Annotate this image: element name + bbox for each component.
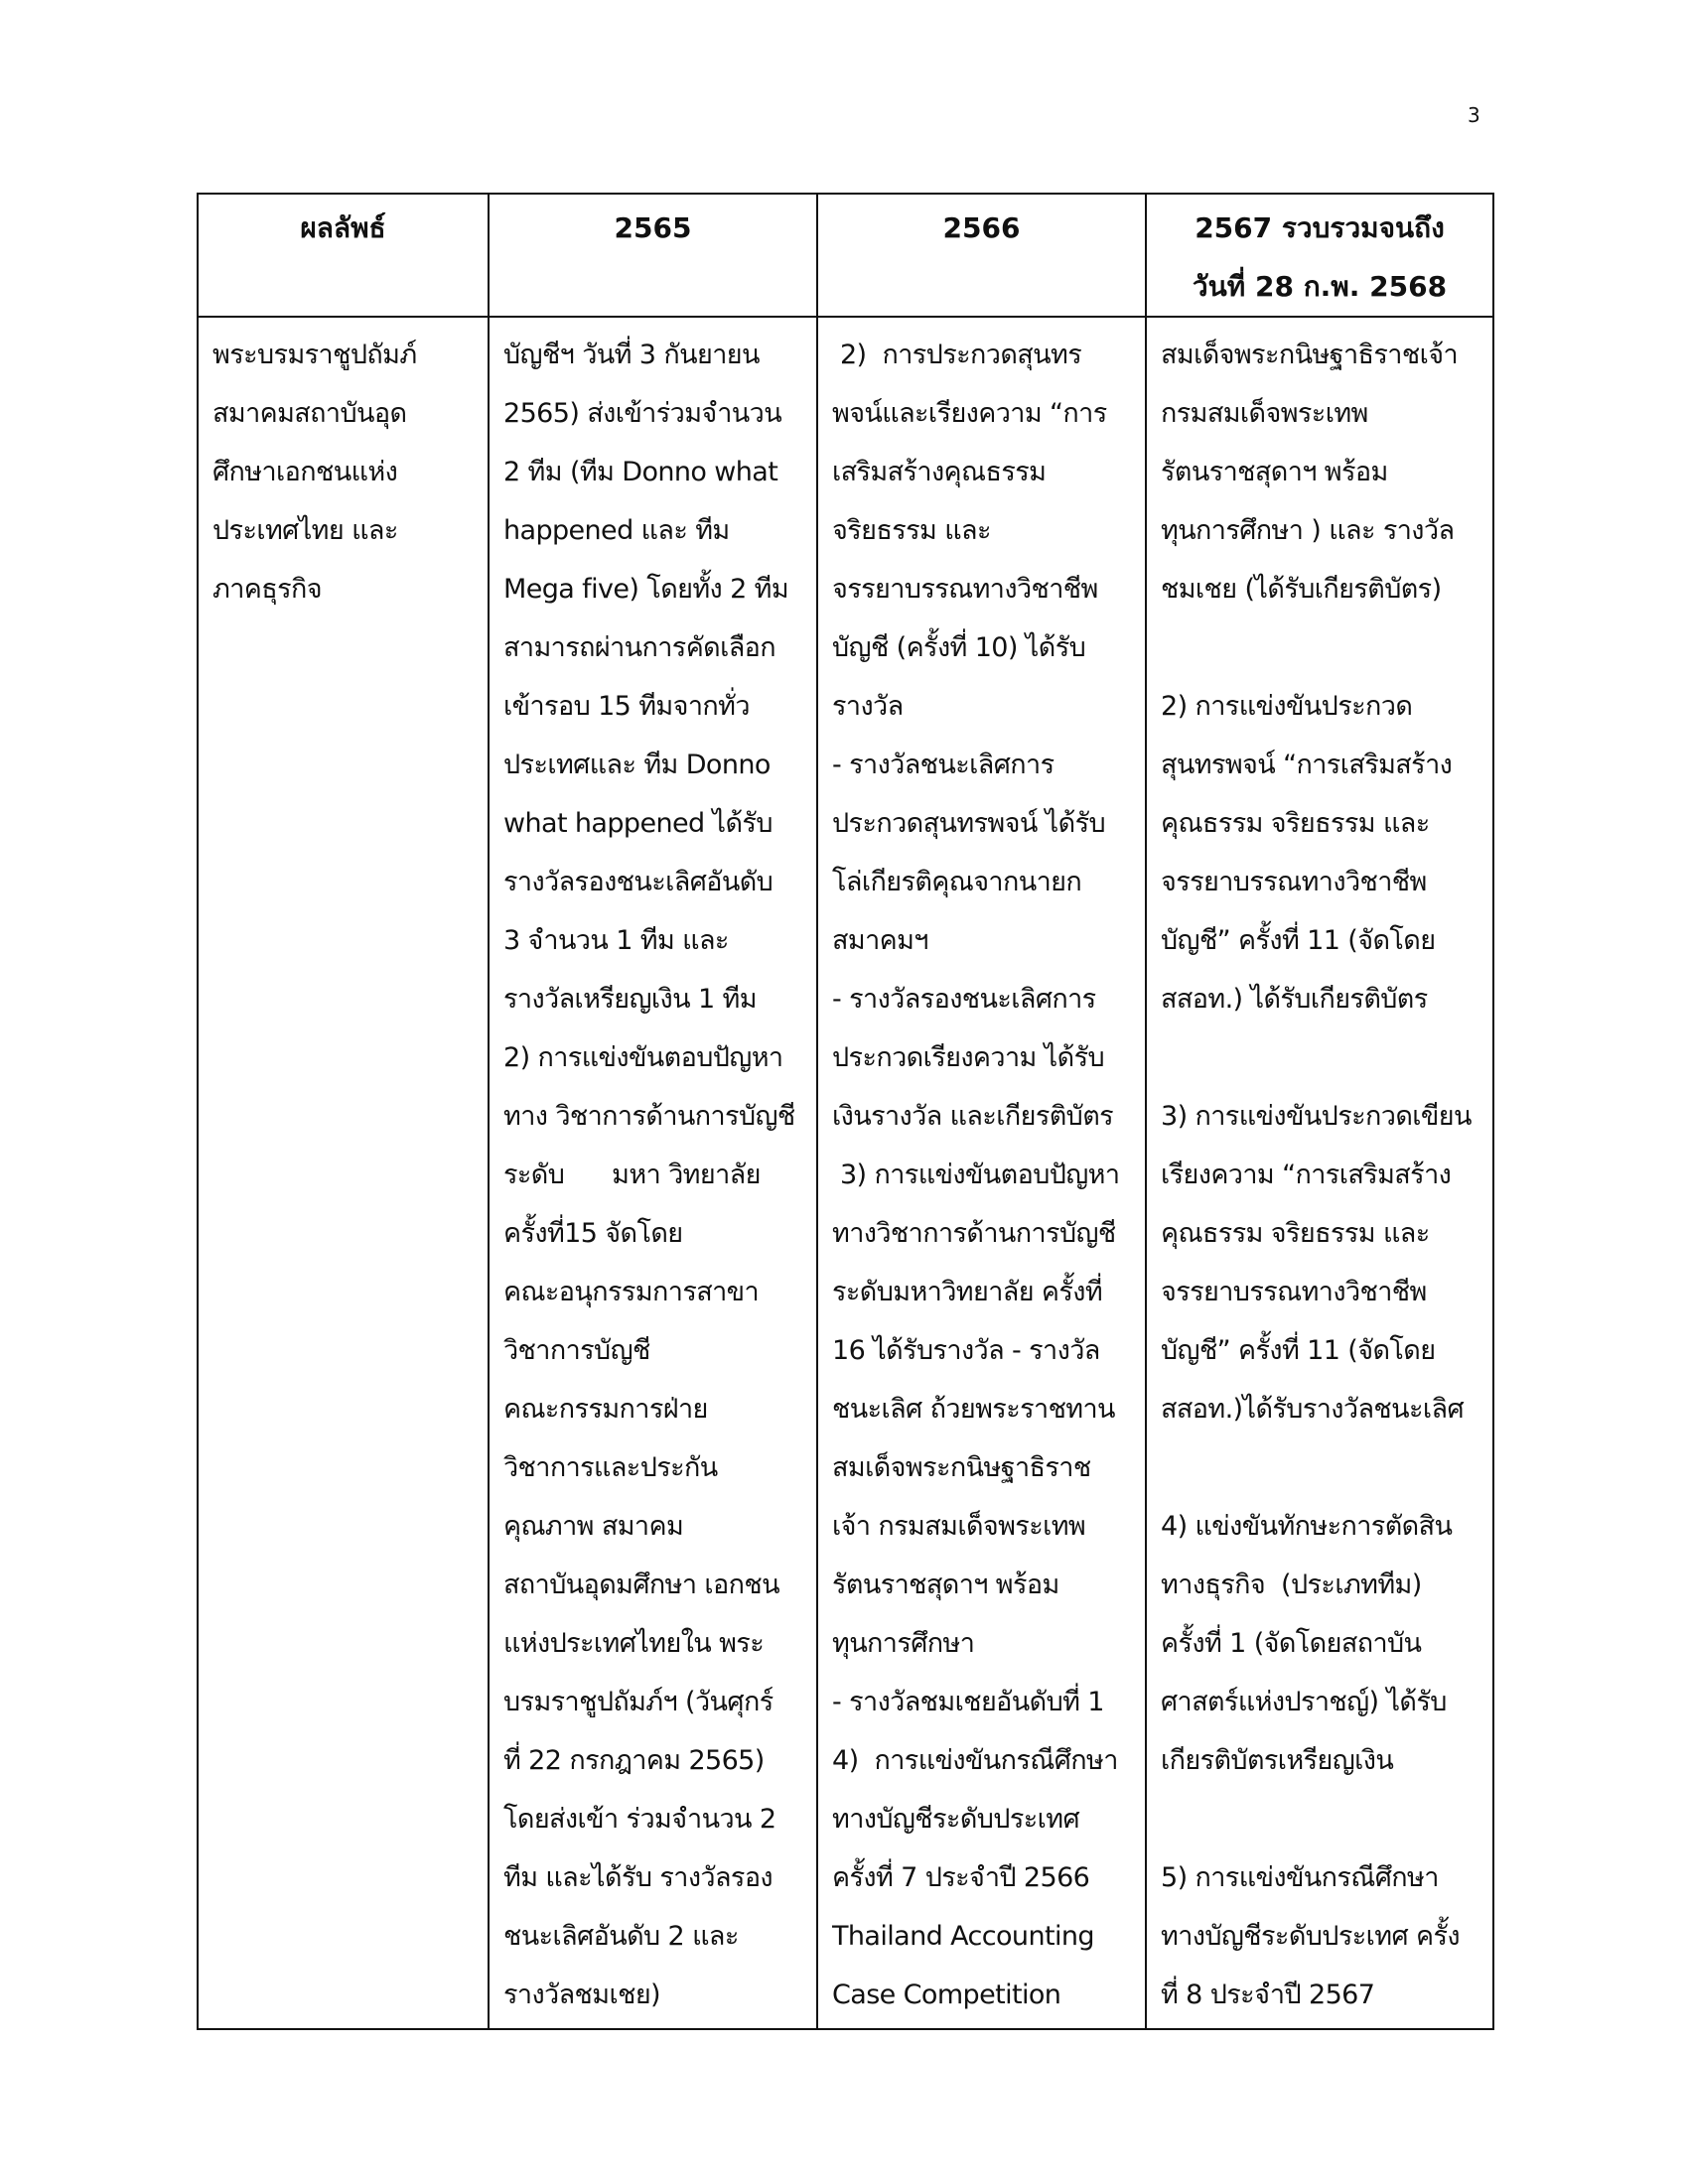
text-line: คณะกรรมการฝ่าย: [503, 1394, 708, 1425]
text-line: กรมสมเด็จพระเทพ: [1161, 398, 1368, 429]
text-line: รัตนราชสุดาฯ พร้อม: [1161, 457, 1388, 487]
text-line: ทุนการศึกษา ) และ รางวัล: [1161, 515, 1455, 546]
text-line: รางวัลรองชนะเลิศอันดับ: [503, 867, 774, 897]
text-line: ครั้งที่ 1 (จัดโดยสถาบัน: [1161, 1628, 1422, 1659]
text-line: [1161, 1790, 1484, 1848]
text-line: โล่เกียรติคุณจากนายก: [832, 867, 1082, 897]
text-line: คณะอนุกรรมการสาขา: [503, 1277, 760, 1307]
text-line: ทางบัญชีระดับประเทศ ครั้ง: [1161, 1921, 1460, 1952]
text-line: คุณภาพ สมาคม: [503, 1511, 684, 1542]
text-line: พจน์และเรียงความ “การ: [832, 398, 1107, 429]
text-line: รางวัลเหรียญเงิน 1 ทีม: [503, 984, 757, 1015]
text-line: สมาคมฯ: [832, 925, 928, 956]
text-line: [1161, 1438, 1484, 1497]
text-line: จรรยาบรรณทางวิชาชีพ: [1161, 867, 1427, 897]
text-line: ศึกษาเอกชนแห่ง: [212, 457, 398, 487]
text-line: - รางวัลชนะเลิศการ: [832, 750, 1055, 780]
text-line: เงินรางวัล และเกียรติบัตร: [832, 1101, 1114, 1132]
text-line: สามารถผ่านการคัดเลือก: [503, 632, 776, 663]
text-line: เจ้า กรมสมเด็จพระเทพ: [832, 1511, 1086, 1542]
text-line: ชนะเลิศ ถ้วยพระราชทาน: [832, 1394, 1115, 1425]
text-line: ทางวิชาการด้านการบัญชี: [832, 1218, 1116, 1249]
text-line: รัตนราชสุดาฯ พร้อม: [832, 1570, 1059, 1600]
text-line: 2565: [614, 211, 692, 244]
text-line: 4) การแข่งขันกรณีศึกษา: [832, 1745, 1118, 1776]
text-line: ผลลัพธ์: [300, 211, 386, 244]
text-line: แห่งประเทศไทยใน พระ: [503, 1628, 765, 1659]
text-line: ทางธุรกิจ (ประเภททีม): [1161, 1570, 1422, 1600]
text-line: 2566: [942, 211, 1021, 244]
text-line: ชมเชย (ได้รับเกียรติบัตร): [1161, 574, 1442, 605]
text-line: 2) การแข่งขันตอบปัญหา: [503, 1042, 783, 1073]
text-line: 3) การแข่งขันประกวดเขียน: [1161, 1101, 1472, 1132]
text-line: - รางวัลรองชนะเลิศการ: [832, 984, 1096, 1015]
text-line: ทางบัญชีระดับประเทศ: [832, 1804, 1079, 1835]
header-2567: [1146, 194, 1493, 317]
text-line: บัญชีฯ วันที่ 3 กันยายน: [503, 340, 760, 370]
text-line: ระดับ มหา วิทยาลัย: [503, 1160, 761, 1190]
text-line: [1161, 1028, 1484, 1087]
table-header-row: [198, 194, 1493, 317]
text-line: Thailand Accounting: [832, 1921, 1094, 1952]
text-line: สุนทรพจน์ “การเสริมสร้าง: [1161, 750, 1453, 780]
text-line: เสริมสร้างคุณธรรม: [832, 457, 1047, 487]
text-line: 16 ได้รับรางวัล - รางวัล: [832, 1335, 1100, 1366]
text-line: จรรยาบรรณทางวิชาชีพ: [832, 574, 1098, 605]
text-line: บัญชี (ครั้งที่ 10) ได้รับ: [832, 632, 1086, 663]
text-line: จริยธรรม และ: [832, 515, 991, 546]
text-line: พระบรมราชูปถัมภ์: [212, 340, 417, 370]
text-line: 2567 รวบรวมจนถึง: [1195, 211, 1445, 244]
text-line: เข้ารอบ 15 ทีมจากทั่ว: [503, 691, 750, 722]
text-line: บรมราชูปถัมภ์ฯ (วันศุกร์: [503, 1687, 774, 1717]
text-line: happened และ ทีม: [503, 515, 730, 546]
cell-2567: [1146, 317, 1493, 2029]
text-line: 2 ทีม (ทีม Donno what: [503, 457, 778, 487]
text-line: เกียรติบัตรเหรียญเงิน: [1161, 1745, 1394, 1776]
text-line: สสอท.)ได้รับรางวัลชนะเลิศ: [1161, 1394, 1464, 1425]
text-line: ที่ 22 กรกฎาคม 2565): [503, 1745, 765, 1776]
text-line: โดยส่งเข้า ร่วมจำนวน 2: [503, 1804, 776, 1835]
cell-2566: [817, 317, 1146, 2029]
text-line: รางวัลชมเชย): [503, 1979, 660, 2010]
text-line: what happened ได้รับ: [503, 808, 773, 839]
cell-2565: [489, 317, 817, 2029]
text-line: เรียงความ “การเสริมสร้าง: [1161, 1160, 1452, 1190]
text-line: สถาบันอุดมศึกษา เอกชน: [503, 1570, 779, 1600]
text-line: - รางวัลชมเชยอันดับที่ 1: [832, 1687, 1104, 1717]
text-line: สมาคมสถาบันอุด: [212, 398, 407, 429]
header-2565: [489, 194, 817, 317]
text-line: จรรยาบรรณทางวิชาชีพ: [1161, 1277, 1427, 1307]
text-line: ศาสตร์แห่งปราชญ์) ได้รับ: [1161, 1687, 1447, 1717]
text-line: ประกวดเรียงความ ได้รับ: [832, 1042, 1105, 1073]
text-line: ทีม และได้รับ รางวัลรอง: [503, 1862, 774, 1893]
text-line: วิชาการและประกัน: [503, 1452, 718, 1483]
text-line: ประเทศไทย และ: [212, 515, 398, 546]
table-row: [198, 317, 1493, 2029]
header-2566: [817, 194, 1146, 317]
text-line: รางวัล: [832, 691, 904, 722]
text-line: ระดับมหาวิทยาลัย ครั้งที่: [832, 1277, 1103, 1307]
page-number: 3: [1468, 103, 1480, 127]
text-line: Mega five) โดยทั้ง 2 ทีม: [503, 574, 789, 605]
text-line: ที่ 8 ประจำปี 2567: [1161, 1979, 1375, 2010]
text-line: บัญชี” ครั้งที่ 11 (จัดโดย: [1161, 925, 1436, 956]
text-line: บัญชี” ครั้งที่ 11 (จัดโดย: [1161, 1335, 1436, 1366]
text-line: ทุนการศึกษา: [832, 1628, 975, 1659]
text-line: วันที่ 28 ก.พ. 2568: [1192, 270, 1448, 303]
text-line: ประเทศและ ทีม Donno: [503, 750, 771, 780]
text-line: สสอท.) ได้รับเกียรติบัตร: [1161, 984, 1428, 1015]
text-line: 3) การแข่งขันตอบปัญหา: [832, 1160, 1120, 1190]
header-outcome: [198, 194, 489, 317]
text-line: Case Competition: [832, 1979, 1061, 2010]
text-line: 5) การแข่งขันกรณีศึกษา: [1161, 1862, 1439, 1893]
text-line: 4) แข่งขันทักษะการตัดสิน: [1161, 1511, 1453, 1542]
text-line: 2565) ส่งเข้าร่วมจำนวน: [503, 398, 782, 429]
results-table: [197, 193, 1494, 2030]
text-line: สมเด็จพระกนิษฐาธิราช: [832, 1452, 1091, 1483]
text-line: 2) การแข่งขันประกวด: [1161, 691, 1413, 722]
text-line: ครั้งที่15 จัดโดย: [503, 1218, 683, 1249]
text-line: 3 จำนวน 1 ทีม และ: [503, 925, 729, 956]
text-line: ชนะเลิศอันดับ 2 และ: [503, 1921, 739, 1952]
text-line: ประกวดสุนทรพจน์ ได้รับ: [832, 808, 1106, 839]
text-line: วิชาการบัญชี: [503, 1335, 650, 1366]
text-line: สมเด็จพระกนิษฐาธิราชเจ้า: [1161, 340, 1459, 370]
text-line: ทาง วิชาการด้านการบัญชี: [503, 1101, 795, 1132]
cell-outcome: [198, 317, 489, 2029]
text-line: คุณธรรม จริยธรรม และ: [1161, 1218, 1430, 1249]
text-line: [1161, 618, 1484, 677]
text-line: คุณธรรม จริยธรรม และ: [1161, 808, 1430, 839]
text-line: ภาคธุรกิจ: [212, 574, 322, 605]
text-line: ครั้งที่ 7 ประจำปี 2566: [832, 1862, 1090, 1893]
text-line: 2) การประกวดสุนทร: [832, 340, 1082, 370]
